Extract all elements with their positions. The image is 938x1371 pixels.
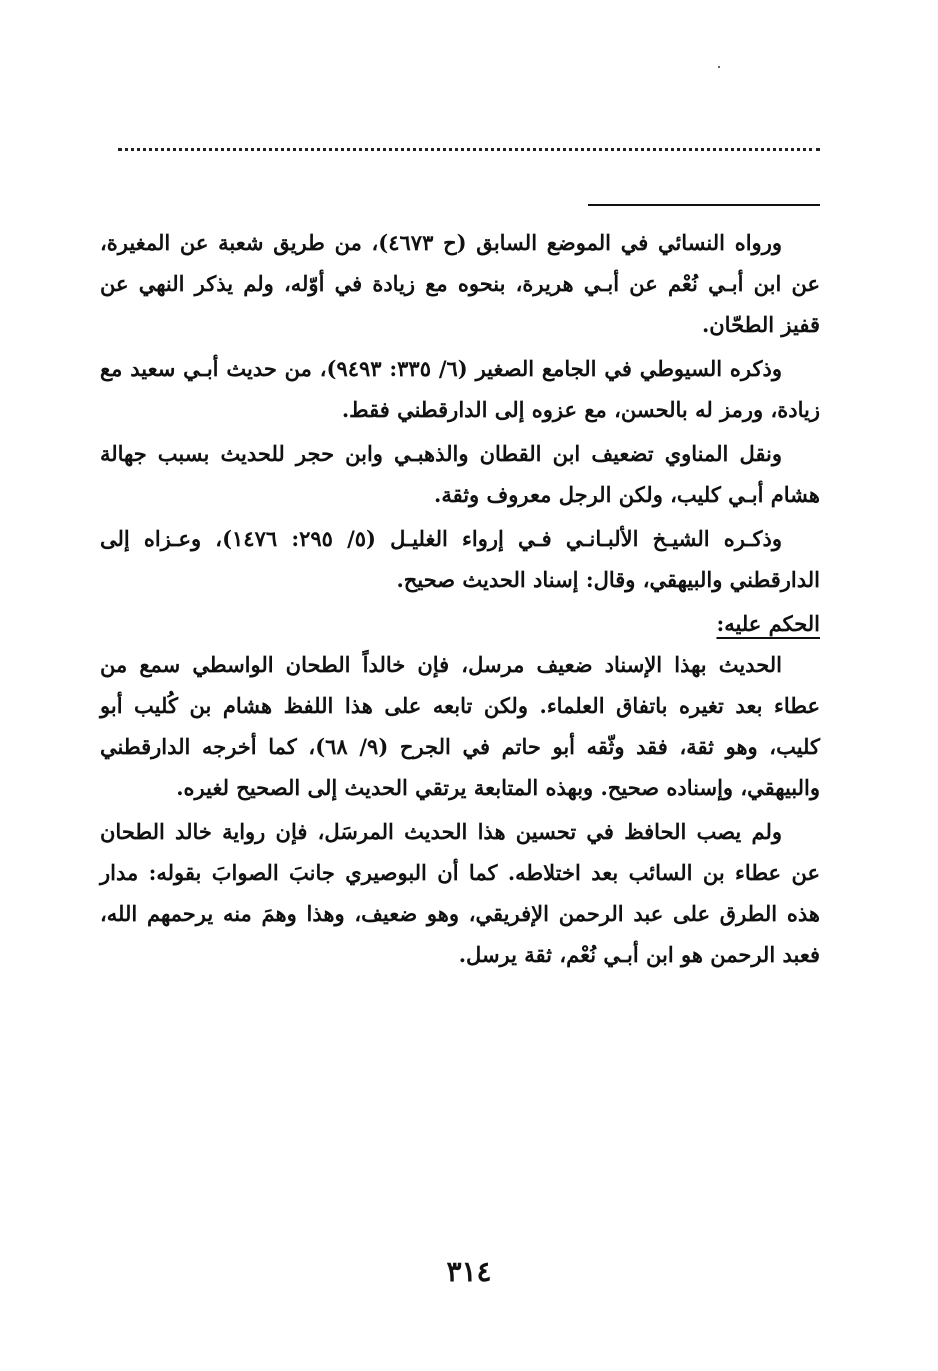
- footnote-text: [100, 222, 820, 978]
- paragraph: ولم يصب الحافظ في تحسين هذا الحديث المرسَل، فإن رواية خالد الطحان عن عطاء بن السائب بعد اختلاطه. كما أن البوصيري جانبَ الصوابَ بقوله: مدار هذه الطرق على عبد الرحمن الإفريقي، وهو ضعيف، وهذا وهمَ منه يرحمهم الله، فعبد الرحمن هو ابن أبـي نُعْم، ثقة يرسل.: [100, 819, 820, 967]
- paragraph: وذكـره الشيـخ الألبـانـي فـي إرواء الغليـل (٥/ ٢٩٥: ١٤٧٦)، وعـزاه إلى الدارقطني والبيهقي، وقال: إسناد الحديث صحيح.: [100, 526, 820, 592]
- paragraph: وذكره السيوطي في الجامع الصغير (٦/ ٣٣٥: ٩٤٩٣)، من حديث أبـي سعيد مع زيادة، ورمز له بالحسن، مع عزوه إلى الدارقطني فقط.: [100, 356, 820, 422]
- footnote-separator: [588, 204, 820, 206]
- page-number: ٣١٤: [446, 1255, 492, 1288]
- ruling-heading: الحكم عليه:: [716, 611, 820, 636]
- paragraph: ونقل المناوي تضعيف ابن القطان والذهبـي وابن حجر للحديث بسبب جهالة هشام أبـي كليب، ولكن الرجل معروف وثقة.: [100, 441, 820, 507]
- ink-speck: [718, 66, 720, 68]
- dotted-separator: [118, 148, 820, 151]
- paragraph: ورواه النسائي في الموضع السابق (ح ٤٦٧٣)، من طريق شعبة عن المغيرة، عن ابن أبـي نُعْم عن أبـي هريرة، بنحوه مع زيادة في أوّله، ولم يذكر النهي عن قفيز الطحّان.: [100, 230, 820, 337]
- paragraph: الحديث بهذا الإسناد ضعيف مرسل، فإن خالداً الطحان الواسطي سمع من عطاء بعد تغيره باتفاق العلماء. ولكن تابعه على هذا اللفظ هشام بن كُليب أبو كليب، وهو ثقة، فقد وثّقه أبو حاتم في الجرح (٩/ ٦٨)، كما أخرجه الدارقطني والبيهقي، وإسناده صحيح. وبهذه المتابعة يرتقي الحديث إلى الصحيح لغيره.: [100, 652, 820, 800]
